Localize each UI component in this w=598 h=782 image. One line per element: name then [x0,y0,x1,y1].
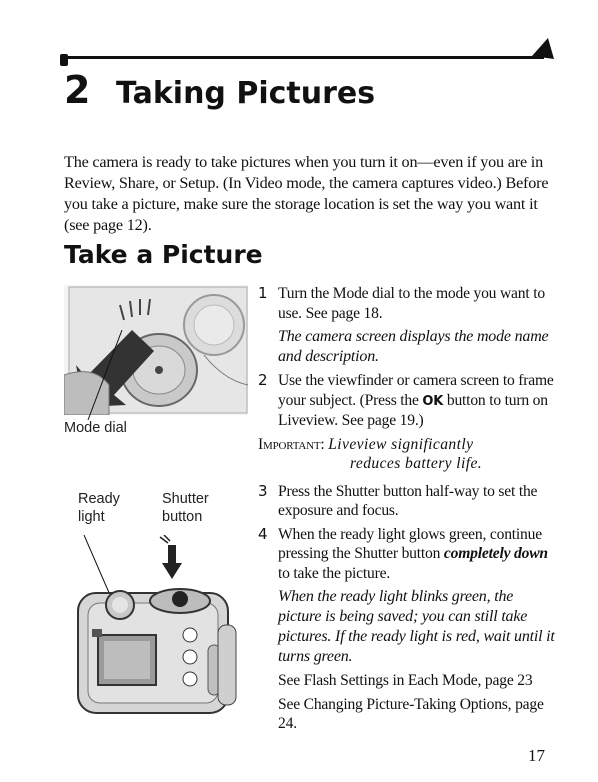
step-4 [258,525,558,584]
step-text: Turn the Mode dial to the mode you want to use. See page 18. [278,285,545,322]
step-1 [258,284,558,323]
important-note [258,435,558,474]
step-text [278,525,558,584]
step-2-text-after: button to turn on Liveview. See page 19.) [278,391,548,429]
step-number: 2 [258,371,268,389]
important-line-2: reduces battery life. [350,455,483,472]
step-4-text-before: When the ready light glows green, continue pressing the Shutter button [278,525,542,562]
mode-dial-pointer [82,330,132,422]
rule-arrow-icon [532,38,556,62]
important-label: Important: [258,435,325,453]
step-4-note: When the ready light blinks green, the picture is being saved; you can still take pictures. If the ready light is red, wait until it turns green. [278,588,555,665]
steps-list [258,284,558,738]
step-number: 1 [258,284,268,302]
ok-button-label: OK [422,393,444,409]
step-3 [258,482,558,521]
chapter-number: 2 [64,68,92,112]
see-changing-options: See Changing Picture-Taking Options, page 24. [278,695,544,732]
step-number: 4 [258,524,268,543]
step-text [278,371,558,431]
page-number: 17 [528,746,545,765]
ready-light-label: Ready light [78,491,120,525]
step-2-text-before: Use the viewfinder or camera screen to frame your subject. (Press the [278,372,554,409]
step-2 [258,371,558,431]
step-4-text-after: to take the picture. [278,564,391,582]
intro-paragraph: The camera is ready to take pictures when you turn it on—even if you are in Review, Share, or Setup. (In Video mode, the camera captures video.) Before you take a picture, make sure the storage location is set the way you want it (see page 12). [64,153,549,234]
step-1-note: The camera screen displays the mode name and description. [278,328,549,365]
step-number: 3 [258,481,268,500]
step-text: Press the Shutter button half-way to set the exposure and focus. [278,482,538,519]
mode-dial-label: Mode dial [64,420,127,436]
step-4-emphasis: completely down [443,545,548,562]
rule-line [62,56,544,59]
camera-back-illustration [68,535,248,730]
chapter-title: Taking Pictures [116,76,376,111]
important-line-1: Liveview significantly [328,435,474,453]
shutter-button-label: Shutter button [162,491,209,525]
section-title: Take a Picture [64,240,263,269]
see-flash-settings: See Flash Settings in Each Mode, page 23 [278,672,533,689]
